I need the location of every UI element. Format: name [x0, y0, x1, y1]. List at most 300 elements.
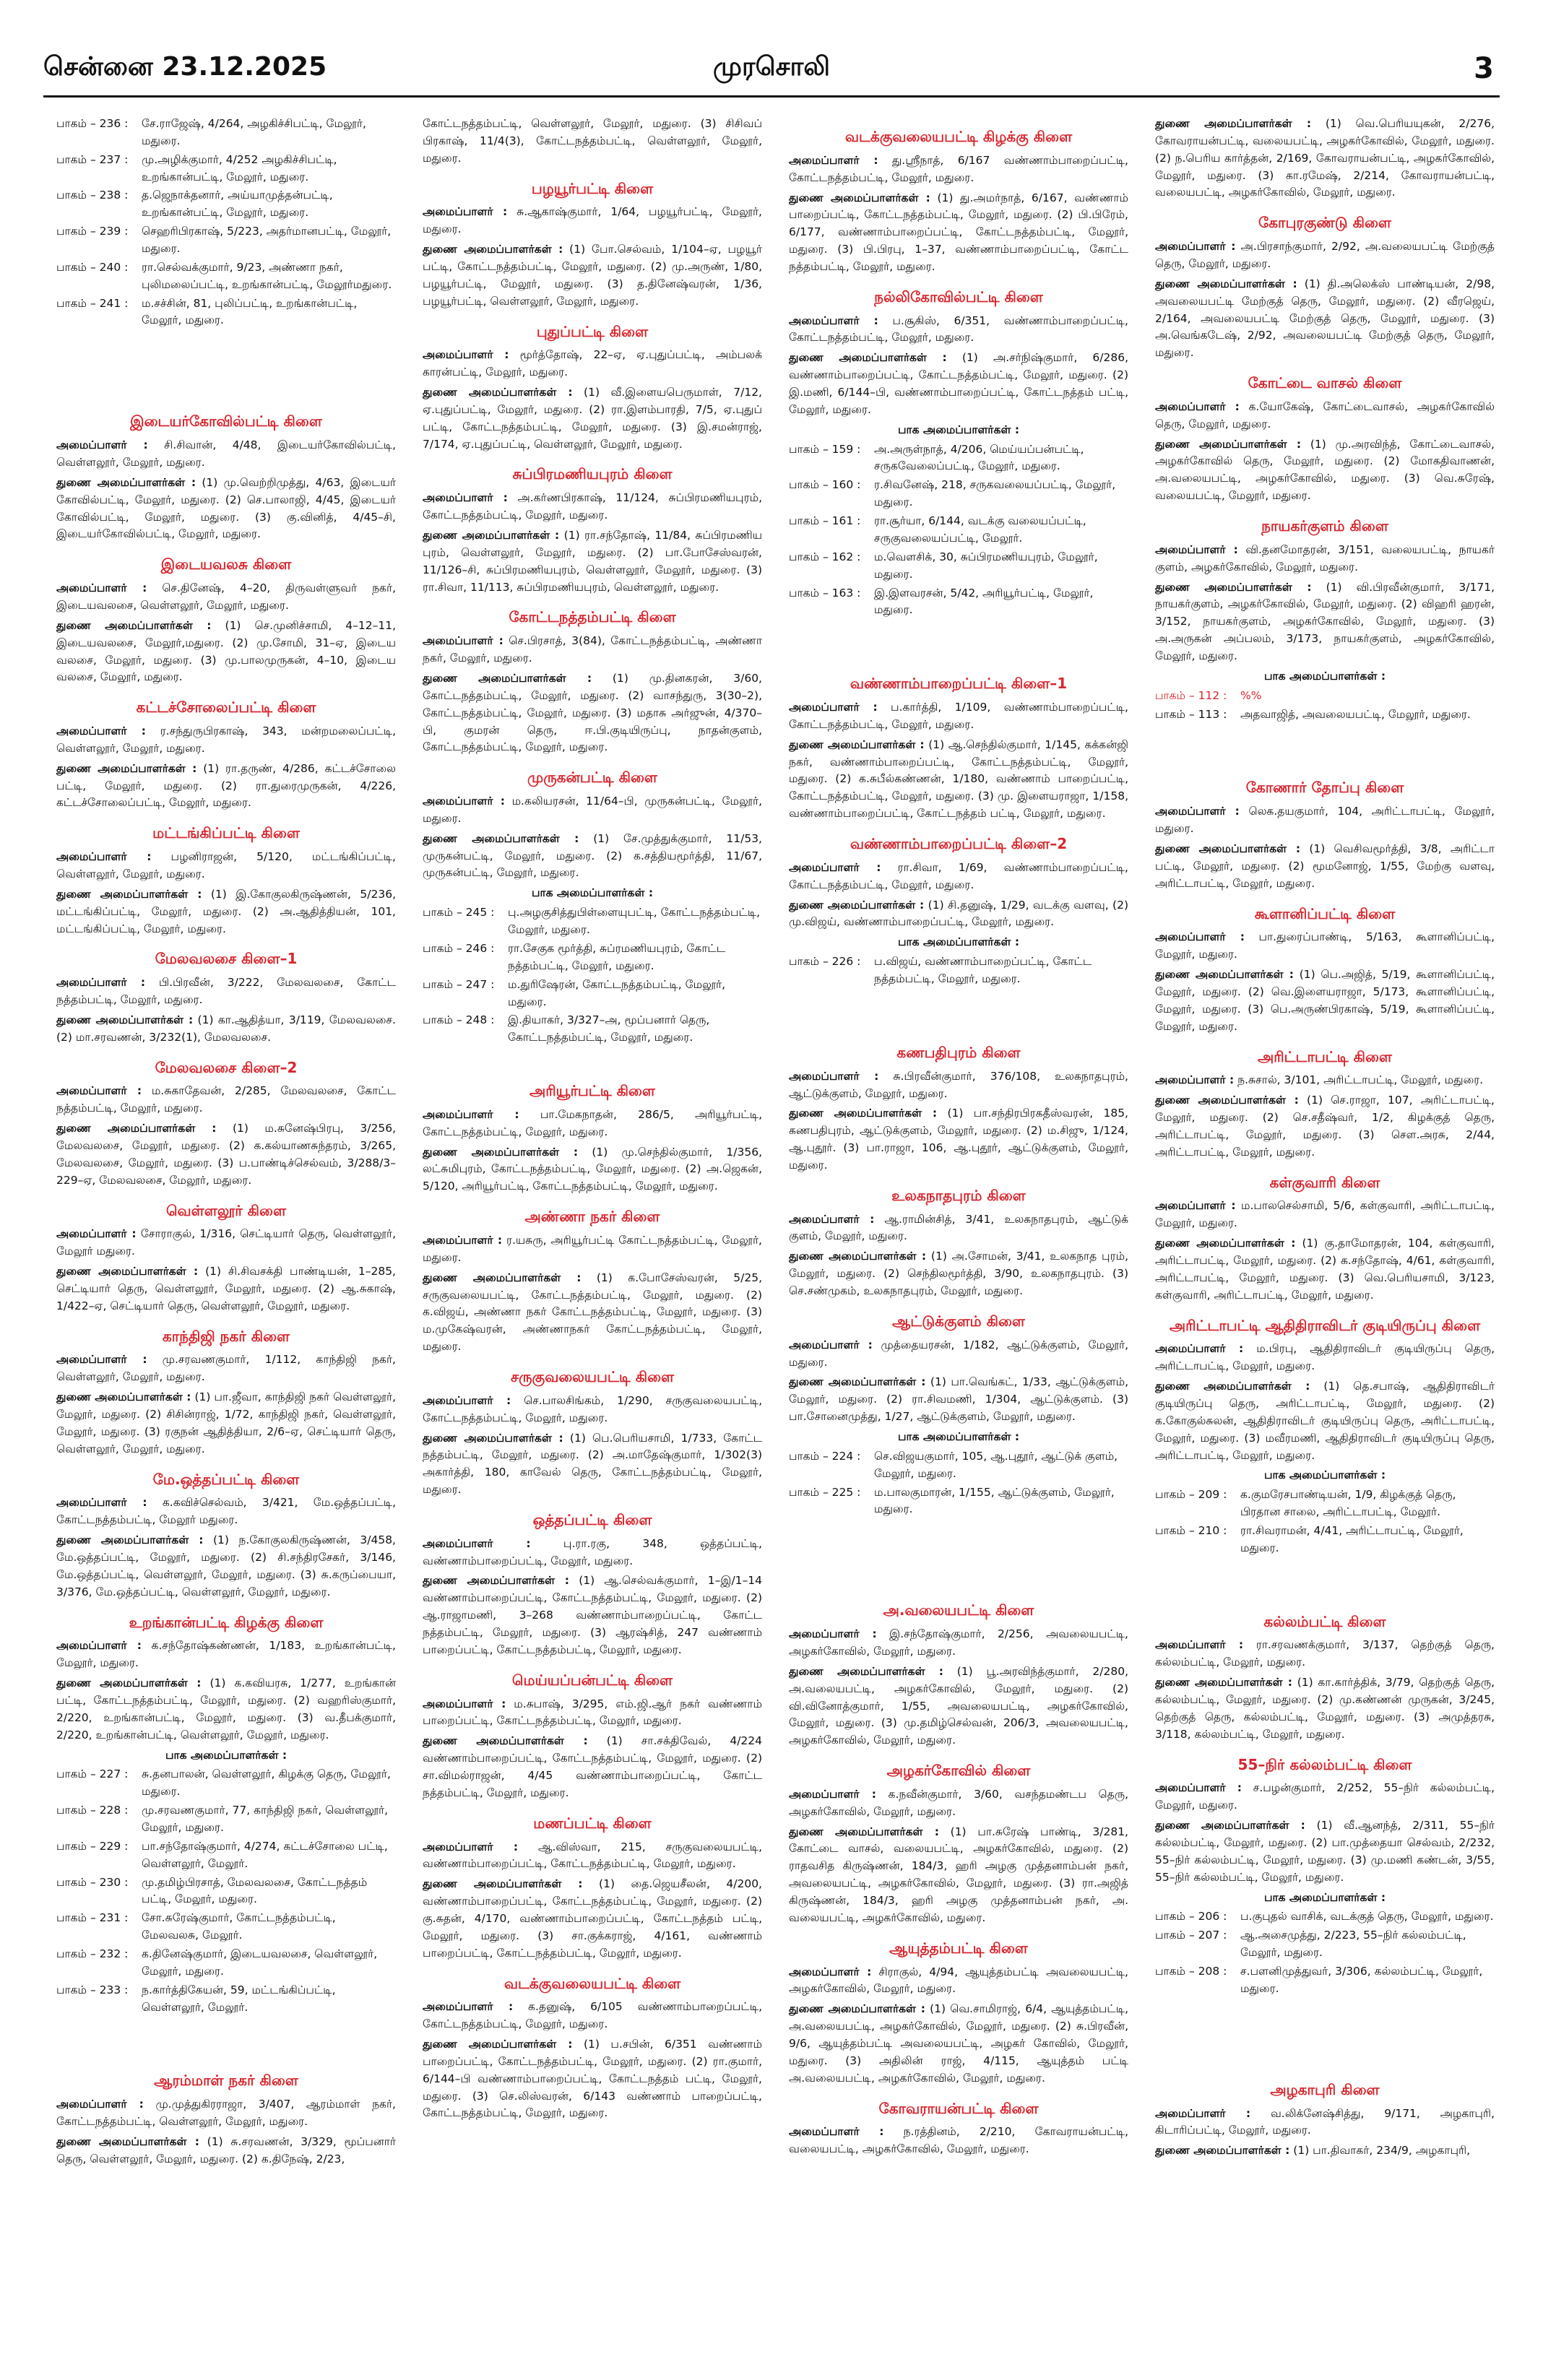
- deputy-line: [1155, 579, 1495, 665]
- deputy-line: [789, 897, 1128, 932]
- booth-number: பாகம் – 236 :: [56, 117, 129, 130]
- deputy-line: [423, 1733, 762, 1801]
- organizer-text: ம.பிரபு, ஆதிதிராவிடர் குடியிருப்பு தெரு, அரிட்டாபட்டி, மேலூர், மதுரை.: [1155, 1342, 1495, 1373]
- organizer-label: அமைப்பாளர் :: [789, 1338, 873, 1351]
- deputy-line: [789, 1105, 1128, 1174]
- booth-number: பாகம் – 232 :: [56, 1947, 129, 1960]
- organizer-text: க.யோகேஷ், கோட்டைவாசல், அழகர்கோவில் தெரு, மேலூர், மதுரை.: [1155, 399, 1495, 430]
- organizer-text: செ.தினேஷ், 4–20, திருவள்ளுவர் நகர், இடையவலசை, வெள்ளலூர், மேலூர், மதுரை.: [56, 581, 396, 612]
- organizer-text: ப.சூகிஸ், 6/351, வண்ணாம்பாறைப்பட்டி, கோட்டநத்தம்பட்டி, மேலூர், மதுரை.: [789, 313, 1128, 345]
- deputy-label: துணை அமைப்பாளர்கள் :: [1155, 580, 1312, 594]
- organizer-line: [789, 1068, 1128, 1103]
- branch-heading: அரியூர்பட்டி கிளை: [530, 1082, 655, 1100]
- deputy-text: (1) கா.கார்த்திக், 3/79, தெற்குத் தெரு, கல்லம்பட்டி, மேலூர், மதுரை. (2) மு.கண்ணன் முருகன், 3/245, தெற்குத் தெரு, கல்லம்பட்டி, மேலூர், மதுரை. (3) அமுத்தரசு, 3/118, கல்லம்பட்டி, மேலூர், மதுரை.: [1155, 1676, 1495, 1741]
- organizer-label: அமைப்பாளர் :: [423, 1107, 519, 1121]
- branch-heading: கோவராயன்பட்டி கிளை: [878, 2099, 1039, 2117]
- organizer-line: [423, 1107, 762, 1141]
- organizer-line: [56, 2096, 396, 2131]
- deputy-line: [789, 1663, 1128, 1749]
- spacer: [423, 1048, 762, 1070]
- deputy-label: துணை அமைப்பாளர்கள் :: [56, 1013, 194, 1026]
- deputy-text: (1) ஆ.செந்தில்குமார், 1/145, கக்கன்ஜி நகர், வண்ணாம்பாறைப்பட்டி, கோட்டநத்தம்பட்டி, மேலூர், மதுரை. (2) க.சுபீல்கண்ணன், 1/180, வண்ணாம் பாறைப்பட்டி, கோட்டநத்தம்பட்டி, மேலூர், மதுரை. (3) மு. இளையராஜா, 1/158, வண்ணாம்பாறைப்பட்டி, கோட்டநத்தம் பட்டி, மேலூர், மதுரை.: [789, 737, 1128, 821]
- organizer-line: [56, 1351, 396, 1386]
- organizer-text: பு.ரா.ரகு, 348, ஒத்தப்பட்டி, வண்ணாம்பாறைப்பட்டி, மேலூர், மதுரை.: [423, 1536, 762, 1567]
- organizer-label: அமைப்பாளர் :: [423, 205, 508, 219]
- deputy-label: துணை அமைப்பாளர்கள் :: [789, 1107, 938, 1120]
- booth-entry: [56, 259, 396, 294]
- column-2: [423, 116, 762, 2362]
- deputy-line: [423, 1572, 762, 1658]
- branch-heading: மணப்பட்டி கிளை: [533, 1814, 652, 1832]
- booth-number: பாகம் – 247 :: [423, 977, 495, 991]
- booth-text: அ.அருள்நாத், 4/206, மெய்யப்பன்பட்டி, சருகவேலைப்பட்டி, மேலூர், மதுரை.: [874, 442, 1084, 473]
- branch-heading: வண்ணாம்பாறைப்பட்டி கிளை–2: [850, 835, 1068, 853]
- organizer-label: அமைப்பாளர் :: [1155, 1342, 1244, 1356]
- booth-entry: [56, 1874, 396, 1909]
- branch-heading: மேலவலசை கிளை–1: [155, 950, 298, 968]
- organizer-label: அமைப்பாளர் :: [789, 1965, 872, 1978]
- deputy-text: (1) தெ.சபாஷ், ஆதிதிராவிடர் குடியிருப்பு தெரு, அரிட்டாபட்டி, மேலூர், மதுரை. (2) க.கோகுல்சுலன், ஆதிதிராவிடர் குடியிருப்பு தெரு, அரிட்டாபட்டி, மேலூர், மதுரை. (3) மவீரமணி, ஆதிதிராவிடர் குடியிருப்பு தெரு, அரிட்டாபட்டி, மேலூர், மதுரை.: [1155, 1380, 1495, 1462]
- organizer-label: அமைப்பாளர் :: [789, 701, 878, 714]
- deputy-line: [423, 1270, 762, 1356]
- organizer-text: ஆ.விஸ்வா, 215, சருகுவலையபட்டி, வண்ணாம்பாறைப்பட்டி, கோட்டநத்தம்பட்டி, மேலூர், மதுரை.: [423, 1840, 762, 1871]
- booth-text: ரா.செல்வக்குமார், 9/23, அண்ணா நகர், புலிமலைப்பட்டி, உறங்கான்பட்டி, மேலூர்மதுரை.: [142, 260, 392, 291]
- branch-heading: கட்டச்சோலைப்பட்டி கிளை: [136, 698, 316, 717]
- deputy-line: [1155, 2142, 1495, 2160]
- organizer-text: மு.முத்துகிரராஜா, 3/407, ஆரம்மாள் நகர், கோட்டநத்தம்பட்டி, வெள்ளலூர், மேலூர், மதுரை.: [56, 2098, 396, 2129]
- deputy-line: [423, 670, 762, 756]
- booth-number: பாகம் – 210 :: [1155, 1523, 1227, 1537]
- booth-text: செஹரிபிரகாஷ், 5/223, அதர்மானபட்டி, மேலூர், மதுரை.: [142, 225, 392, 256]
- organizer-line: [1155, 2106, 1495, 2140]
- organizer-label: அமைப்பாளர் :: [1155, 930, 1245, 944]
- deputy-line: [423, 241, 762, 310]
- deputy-label: துணை அமைப்பாளர்கள் :: [1155, 1676, 1292, 1689]
- deputy-line: [423, 1430, 762, 1499]
- booth-text: ரா.சிவராமன், 4/41, அரிட்டாபட்டி, மேலூர், மதுரை.: [1240, 1523, 1464, 1554]
- branch-heading: அ.வலையபட்டி கிளை: [883, 1601, 1034, 1619]
- spacer: [1155, 724, 1495, 766]
- deputy-label: துணை அமைப்பாளர்கள் :: [789, 898, 925, 912]
- organizer-label: அமைப்பாளர் :: [56, 724, 146, 738]
- booth-number: பாகம் – 245 :: [423, 906, 495, 919]
- organizer-text: து.ஸ்ரீநாத், 6/167 வண்ணாம்பாறைப்பட்டி, கோட்டநத்தம்பட்டி, மேலூர், மதுரை.: [789, 153, 1128, 184]
- deputy-text: (1) ரா.சந்தோஷ், 11/84, சுப்பிரமணிய புரம், வெள்ளலூர், மேலூர், மதுரை. (2) பா.போசேஸ்வரன், 11/126–சி, சுப்பிரமணியபுரம், வெள்ளலூர், மேலூர், மதுரை. (3) ரா.சிவா, 11/113, சுப்பிரமணியபுரம், வெள்ளலூர், மதுரை.: [423, 529, 762, 594]
- booth-number: பாகம் – 228 :: [56, 1804, 129, 1817]
- organizer-label: அமைப்பாளர் :: [1155, 399, 1240, 413]
- deputy-label: துணை அமைப்பாளர்கள் :: [423, 386, 573, 399]
- organizer-line: [1155, 1072, 1495, 1089]
- deputy-label: துணை அமைப்பாளர்கள் :: [423, 529, 560, 542]
- booth-number: பாகம் – 239 :: [56, 225, 129, 238]
- organizer-label: அமைப்பாளர் :: [56, 1227, 137, 1241]
- deputy-line: [56, 1120, 396, 1189]
- deputy-text: (1) து.அமர்நாத், 6/167, வண்ணாம் பாறைப்பட்டி, கோட்டநத்தம்பட்டி, மேலூர், மதுரை. (2) பி.பிரேம், 6/177, வண்ணாம்பாறைப்பட்டி, கோட்டநத்தம்பட்டி, மேலூர், மதுரை. (3) பி.பிரபு, 1–37, வண்ணாம்பாறைப்பட்டி, கோட்ட நத்தம்பட்டி, மேலூர், மதுரை.: [789, 191, 1128, 273]
- deputy-line: [423, 2036, 762, 2122]
- booth-entry: [1155, 1487, 1495, 1521]
- branch-heading: நல்லிகோவில்பட்டி கிளை: [874, 287, 1043, 306]
- deputy-text: (1) பா.சந்திரபிரகதீஸ்வரன், 185, கணபதிபுரம், ஆட்டுக்குளம், மேலூர், மதுரை. (2) ம.சிஜு, 1/124, ஆ.புதூர். (3) பா.ராஜா, 106, ஆ.புதூர், ஆட்டுக்குளம், மேலூர், மதுரை.: [789, 1107, 1128, 1172]
- organizer-line: [423, 347, 762, 381]
- organizer-label: அமைப்பாளர் :: [1155, 542, 1238, 556]
- booth-number: பாகம் – 238 :: [56, 189, 129, 202]
- deputy-text: (1) வீ.இளையபெருமாள், 7/12, ஏ.புதுப்பட்டி, மேலூர், மதுரை. (2) ரா.இளம்பாரதி, 7/5, ஏ.புதுப் பட்டி, கோட்டநத்தம்பட்டி, மேலூர், மதுரை. (3) இ.சமன்ராஜ், 7/174, ஏ.புதுப்பட்டி, வெள்ளலூர், மேலூர், மதுரை.: [423, 386, 762, 451]
- deputy-label: துணை அமைப்பாளர்கள் :: [1155, 841, 1301, 855]
- deputy-label: துணை அமைப்பாளர்கள் :: [423, 671, 592, 685]
- deputy-label: துணை அமைப்பாளர்கள் :: [56, 1390, 191, 1404]
- deputy-text: (1) வி.பிரவீன்குமார், 3/171, நாயகர்குளம், அழகர்கோவில், மேலூர், மதுரை. (2) விஹரி ஹரன், 3/152, நாயகர்குளம், அழகர்கோவில், மேலூர், மதுரை. (3) அ.அருகன் அப்பலம், 3/173, நாயகர்குளம், அழகர்கோவில், மேலூர், மதுரை.: [1155, 580, 1495, 663]
- booth-entry: [56, 1910, 396, 1944]
- organizer-text: க.சந்தோஷ்கண்ணன், 1/183, உறங்கான்பட்டி, மேலூர், மதுரை.: [56, 1639, 396, 1670]
- organizer-text: அ.கர்ணபிரகாஷ், 11/124, சுப்பிரமணியபுரம், கோட்டநத்தம்பட்டி, மேலூர், மதுரை.: [423, 491, 762, 522]
- deputy-line: [1155, 1674, 1495, 1743]
- booth-text: இ.இளவரசன், 5/42, அரியூர்பட்டி, மேலூர், மதுரை.: [874, 586, 1094, 617]
- deputy-label: துணை அமைப்பாளர்கள் :: [1155, 1819, 1305, 1832]
- organizer-text: பி.பிரவீன், 3/222, மேலவலசை, கோட்ட நத்தம்பட்டி, மேலூர், மதுரை.: [56, 976, 396, 1007]
- organizer-label: அமைப்பாளர் :: [423, 1233, 503, 1247]
- booth-text: த.ஜெநாக்தனார், அய்யாமுத்தன்பட்டி, உறங்கான்பட்டி, மேலூர், மதுரை.: [142, 189, 333, 220]
- spacer: [789, 990, 1128, 1031]
- deputy-text: (1) கு.தாமோதரன், 104, கள்குவாரி, அரிட்டாபட்டி, மேலூர், மதுரை. (2) க.சந்தோஷ், 4/61, கள்குவாரி, அரிட்டாபட்டி, மேலூர், மதுரை. (3) வெ.பெரியசாமி, 3/123, கள்குவாரி, அரிட்டாபட்டி, மேலூர், மதுரை.: [1155, 1237, 1495, 1302]
- organizer-text: ஆ.ராமின்சித், 3/41, உலகநாதபுரம், ஆட்டுக் குளம், மேலூர், மதுரை.: [789, 1212, 1128, 1243]
- organizer-label: அமைப்பாளர் :: [423, 491, 508, 505]
- organizer-line: [423, 1999, 762, 2033]
- deputy-text: (1) சி.தனுஷ், 1/29, வடக்கு வளவு, (2) மு.விஜய், வண்ணாம்பாறைப்பட்டி, மேலூர், மதுரை.: [789, 898, 1128, 929]
- deputy-label: துணை அமைப்பாளர்கள் :: [423, 1574, 569, 1588]
- organizer-text: சி.சிவான், 4/48, இடையர்கோவில்பட்டி, வெள்ளலூர், மேலூர், மதுரை.: [56, 438, 396, 469]
- organizer-text: ப.கார்த்தி, 1/109, வண்ணாம்பாறைப்பட்டி, கோட்டநத்தம்பட்டி, மேலூர், மதுரை.: [789, 701, 1128, 731]
- branch-heading: அரிட்டாபட்டி ஆதிதிராவிடர் குடியிருப்பு கிளை: [1169, 1316, 1481, 1334]
- organizer-line: [423, 490, 762, 524]
- organizer-line: [56, 1637, 396, 1672]
- branch-heading: கோட்டை வாசல் கிளை: [1248, 374, 1402, 392]
- page-header: [0, 0, 1543, 95]
- booth-entry: [1155, 706, 1495, 724]
- organizer-text: ரா.சரவணக்குமார், 3/137, தெற்குத் தெரு, கல்லம்பட்டி, மேலூர், மதுரை.: [1155, 1638, 1495, 1669]
- deputy-line: [789, 2001, 1128, 2087]
- booth-entry: [423, 940, 762, 975]
- deputy-text: (1) வெ.பெரியயுகன், 2/276, கோவராயன்பட்டி, வலையபட்டி, அழகர்கோவில், மேலூர், மதுரை. (2) ந.பெரிய கார்த்தன், 2/169, கோவராயன்பட்டி, அழகர்கோவில், மேலூர், மதுரை. (3) கா.ரமேஷ், 2/214, கோவராயன்பட்டி, வலையபட்டி, அழகர்கோவில், மேலூர், மதுரை.: [1155, 117, 1495, 199]
- deputy-line: [1155, 276, 1495, 362]
- organizer-text: பழனிராஜன், 5/120, மட்டங்கிப்பட்டி, வெள்ளலூர், மேலூர், மதுரை.: [56, 850, 396, 880]
- spacer: [1155, 1999, 1495, 2069]
- organizer-text: ச.பழன்குமார், 2/252, 55–நிர் கல்லம்பட்டி, மேலூர், மதுரை.: [1155, 1781, 1495, 1812]
- branch-heading: உலகநாதபுரம் கிளை: [891, 1186, 1026, 1204]
- deputy-label: துணை அமைப்பாளர்கள் :: [423, 1431, 563, 1445]
- column-3: [789, 116, 1128, 2362]
- organizer-text: ந.சுசால், 3/101, அரிட்டாபட்டி, மேலூர், மதுரை.: [1237, 1073, 1484, 1087]
- organizer-line: [56, 1226, 396, 1260]
- spacer: [789, 1520, 1128, 1589]
- deputy-text: (1) அ.சர்நிஷ்குமார், 6/286, வண்ணாம்பாறைப்பட்டி, கோட்டநத்தம்பட்டி, மேலூர், மதுரை. (2) இ.மணி, 6/144–பி, வண்ணாம்பாறைப்பட்டி, கோட்டநத்தம் பட்டி, மேலூர், மதுரை.: [789, 351, 1128, 416]
- branch-heading: 55–நிர் கல்லம்பட்டி கிளை: [1237, 1755, 1412, 1773]
- deputy-text: (1) பெ.அஜித், 5/19, கூளானிப்பட்டி, மேலூர், மதுரை. (2) வெ.இளையராஜா, 5/173, கூளானிப்பட்டி, மேலூர், மதுரை. (3) பெ.அருண்பிரகாஷ், 5/19, கூளானிப்பட்டி, மேலூர், மதுரை.: [1155, 968, 1495, 1033]
- deputy-line: [1155, 1817, 1495, 1886]
- deputy-text: (1) சே.முத்துக்குமார், 11/53, முருகன்பட்டி, மேலூர், மதுரை. (2) க.சத்தியமூர்த்தி, 11/67, முருகன்பட்டி, மேலூர், மதுரை.: [423, 831, 762, 880]
- organizer-text: வ.லிக்னேஷ்சித்து, 9/171, அழகாபுரி, கிடாரிப்பட்டி, மேலூர், மதுரை.: [1155, 2106, 1495, 2137]
- organizer-line: [56, 1494, 396, 1529]
- organizer-line: [789, 313, 1128, 347]
- organizer-text: ர.சந்துருபிரகாஷ், 343, மன்றமலைப்பட்டி, வெள்ளலூர், மேலூர், மதுரை.: [56, 724, 396, 755]
- branch-heading: கோணார் தோப்பு கிளை: [1245, 779, 1404, 797]
- deputy-line: [789, 190, 1128, 276]
- organizer-label: அமைப்பாளர் :: [1155, 1199, 1236, 1213]
- deputy-label: துணை அமைப்பாளர்கள் :: [56, 1122, 217, 1135]
- deputy-text: (1) பா.திவாகர், 234/9, அழகாபுரி,: [1293, 2144, 1471, 2158]
- organizer-text: ரா.சிவா, 1/69, வண்ணாம்பாறைப்பட்டி, கோட்டநத்தம்பட்டி, மேலூர், மதுரை.: [789, 860, 1128, 891]
- deputy-label: துணை அமைப்பாளர்கள் :: [56, 1676, 202, 1690]
- deputy-text: (1) ப.சபின், 6/351 வண்ணாம் பாறைப்பட்டி, கோட்டநத்தம்பட்டி, மேலூர், மதுரை. (2) ரா.குமார், 6/144–பி வண்ணாம்பாறைப்பட்டி, கோட்டநத்தம் பட்டி, மேலூர், மதுரை. (3) செ.லிஸ்வரன், 6/143 வண்ணாம் பாறைப்பட்டி, கோட்டநத்தம்பட்டி, மேலூர், மதுரை.: [423, 2038, 762, 2120]
- branch-heading: அழகாபுரி கிளை: [1270, 2080, 1380, 2098]
- deputy-label: துணை அமைப்பாளர்கள் :: [1155, 1237, 1296, 1250]
- deputy-line: [789, 1824, 1128, 1927]
- booth-number: பாகம் – 112 :: [1155, 688, 1227, 702]
- organizer-line: [789, 699, 1128, 734]
- deputy-text: (1) தை.ஜெயசீலன், 4/200, வண்ணாம்பாறைப்பட்டி, கோட்டநத்தம்பட்டி, மேலூர், மதுரை. (2) கு.சுதன், 4/170, வண்ணாம்பாறைப்பட்டி, கோட்டநத்தம் பட்டி, மேலூர், மதுரை. (3) சா.குக்கராஜ், 4/161, வண்ணாம் பாறைப்பட்டி, கோட்டநத்தம்பட்டி, மேலூர், மதுரை.: [423, 1877, 762, 1960]
- organizer-text: ர.யசுரு, அரியூர்பட்டி கோட்டநத்தம்பட்டி, மேலூர், மதுரை.: [423, 1233, 762, 1264]
- organizer-text: செ.பிரசாத், 3(84), கோட்டநத்தம்பட்டி, அண்ணா நகர், மேலூர், மதுரை.: [423, 634, 762, 665]
- deputy-label: துணை அமைப்பாளர்கள் :: [423, 243, 563, 256]
- organizer-label: அமைப்பாளர் :: [789, 860, 881, 874]
- organizer-line: [56, 580, 396, 615]
- organizer-label: அமைப்பாளர் :: [1155, 2106, 1251, 2120]
- booth-number: பாகம் – 159 :: [789, 442, 861, 456]
- organizer-label: அமைப்பாளர் :: [423, 348, 509, 362]
- organizer-label: அமைப்பாளர் :: [789, 1069, 879, 1083]
- deputy-text: (1) க.கவியரசு, 1/277, உறங்கான் பட்டி, கோட்டநத்தம்பட்டி, மேலூர், மதுரை. (2) வஹரிஸ்குமார், 2/220, உறங்கான்பட்டி, மேலூர், மதுரை. (3) வ.தீபக்குமார், 2/220, உறங்கான்பட்டி, வெள்ளலூர், மேலூர், மதுரை.: [56, 1676, 396, 1741]
- deputy-label: துணை அமைப்பாளர்கள் :: [789, 1825, 939, 1838]
- deputy-label: துணை அமைப்பாளர்கள் :: [423, 831, 579, 845]
- booth-text: மு.அழிக்குமார், 4/252 அழகிச்சிபட்டி, உறங்கான்பட்டி, மேலூர், மதுரை.: [142, 152, 337, 183]
- branch-heading: பழயூர்பட்டி கிளை: [531, 179, 654, 197]
- booth-number: பாகம் – 237 :: [56, 152, 129, 166]
- organizer-text: க.கவிச்செல்வம், 3/421, மே.ஒத்தப்பட்டி, கோட்டநத்தம்பட்டி, மேலூர் மதுரை.: [56, 1496, 396, 1527]
- branch-heading: வடக்குவலையபட்டி கிழக்கு கிளை: [844, 128, 1073, 145]
- organizer-line: [789, 1211, 1128, 1246]
- booth-text: ச.பளனிமுத்துவர், 3/306, கல்லம்பட்டி, மேலூர், மதுரை.: [1240, 1965, 1483, 1995]
- deputy-text: (1) ஆ.செல்வக்குமார், 1–இ/1–14 வண்ணாம்பாறைப்பட்டி, கோட்டநத்தம்பட்டி, மேலூர், மதுரை. (2) ஆ.ராஜாமணி, 3–268 வண்ணாம்பாறைப்பட்டி, கோட்ட நத்தம்பட்டி, மேலூர், மதுரை. (3) ஆரஷ்சித், 247 வண்ணாம் பாறைப்பட்டி, கோட்டநத்தம்பட்டி, மேலூர், மதுரை.: [423, 1574, 762, 1656]
- deputy-line: [423, 831, 762, 883]
- organizer-line: [423, 793, 762, 828]
- booth-number: பாகம் – 225 :: [789, 1485, 861, 1499]
- branch-heading: சுப்பிரமணியபுரம் கிளை: [512, 465, 673, 483]
- branch-heading: இடையவலசு கிளை: [160, 555, 292, 574]
- booth-number: பாகம் – 163 :: [789, 586, 861, 600]
- organizer-text: ம.பாலசெல்சாமி, 5/6, கள்குவாரி, அரிட்டாபட்டி, மேலூர், மதுரை.: [1155, 1199, 1495, 1230]
- booth-entry: [56, 116, 396, 150]
- booth-entry: [423, 904, 762, 939]
- organizer-label: அமைப்பாளர் :: [423, 634, 503, 648]
- booth-number: பாகம் – 233 :: [56, 1983, 129, 1996]
- organizer-line: [1155, 1341, 1495, 1375]
- booth-text: ப.விஜய், வண்ணாம்பாறைப்பட்டி, கோட்ட நத்தம்பட்டி, மேலூர், மதுரை.: [874, 955, 1092, 985]
- organizer-line: [423, 204, 762, 238]
- organizer-text: க.தனுஷ், 6/105 வண்ணாம்பாறைப்பட்டி, கோட்டநத்தம்பட்டி, மேலூர், மதுரை.: [423, 2000, 762, 2031]
- deputy-label: துணை அமைப்பாளர்கள் :: [1155, 437, 1302, 451]
- branch-heading: மெய்யப்பன்பட்டி கிளை: [511, 1671, 673, 1689]
- organizer-line: [789, 1964, 1128, 1999]
- booth-subheading: பாக அமைப்பாளர்கள் :: [1263, 1890, 1386, 1904]
- organizer-line: [789, 1337, 1128, 1372]
- deputy-text: (1) இ.கோகுலகிருஷ்ணன், 5/236, மட்டங்கிப்பட்டி, மேலூர், மதுரை. (2) அ.ஆதித்தியன், 101, மட்டங்கிப்பட்டி, மேலூர், மதுரை.: [56, 887, 396, 935]
- booth-number: பாகம் – 113 :: [1155, 707, 1227, 721]
- deputy-line: [1155, 841, 1495, 893]
- deputy-label: துணை அமைப்பாளர்கள் :: [1155, 968, 1294, 982]
- organizer-text: க.நவீன்குமார், 3/60, வசந்தமண்டப தெரு, அழகர்கோவில், மேலூர், மதுரை.: [789, 1787, 1128, 1818]
- branch-heading: முருகன்பட்டி கிளை: [527, 769, 657, 787]
- organizer-label: அமைப்பாளர் :: [1155, 1781, 1242, 1795]
- booth-entry: [56, 152, 396, 186]
- deputy-text: (1) ந.கோகுலகிருஷ்ணன், 3/458, மே.ஒத்தப்பட்டி, மேலூர், மதுரை. (2) சி.சந்திரசேகர், 3/146, மே.ஒத்தப்பட்டி, வெள்ளலூர், மேலூர், மதுரை. (3) சு.கருப்பையா, 3/376, மே.ஒத்தப்பட்டி, வெள்ளலூர், மேலூர், மதுரை.: [56, 1533, 396, 1598]
- organizer-label: அமைப்பாளர் :: [56, 850, 152, 864]
- booth-number: பாகம் – 162 :: [789, 550, 861, 563]
- booth-text: மு.தமிழ்பிரசாத், மேலவலசை, கோட்டநத்தம் பட்டி, மேலூர், மதுரை.: [142, 1875, 368, 1906]
- organizer-label: அமைப்பாளர் :: [423, 1840, 519, 1853]
- booth-number: பாகம் – 230 :: [56, 1875, 129, 1889]
- branch-heading: மே.ஒத்தப்பட்டி கிளை: [152, 1470, 300, 1488]
- booth-text: ந.கார்த்திகேயன், 59, மட்டங்கிப்பட்டி, வெள்ளலூர், மேலூர்.: [142, 1983, 336, 2014]
- organizer-text: பா.துரைப்பாண்டி, 5/163, கூளானிப்பட்டி, மேலூர், மதுரை.: [1155, 930, 1495, 961]
- booth-subheading: பாக அமைப்பாளர்கள் :: [1263, 1468, 1386, 1482]
- branch-heading: நாயகர்குளம் கிளை: [1261, 517, 1388, 535]
- booth-entry: [789, 585, 1128, 620]
- organizer-line: [789, 1786, 1128, 1821]
- organizer-line: [1155, 238, 1495, 273]
- deputy-line: [56, 1012, 396, 1047]
- booth-number: பாகம் – 207 :: [1155, 1929, 1227, 1942]
- organizer-line: [423, 1393, 762, 1427]
- booth-number: பாகம் – 161 :: [789, 514, 861, 528]
- booth-entry: [56, 1838, 396, 1873]
- branch-heading: கோட்டநத்தம்பட்டி கிளை: [509, 608, 676, 626]
- deputy-line: [56, 1675, 396, 1744]
- organizer-line: [56, 849, 396, 883]
- organizer-label: அமைப்பாளர் :: [1155, 240, 1236, 254]
- branch-heading: அரிட்டாபட்டி கிளை: [1258, 1047, 1392, 1065]
- organizer-line: [1155, 542, 1495, 576]
- branch-heading: கல்லம்பட்டி கிளை: [1263, 1612, 1386, 1630]
- deputy-line: [423, 1144, 762, 1196]
- deputy-label: துணை அமைப்பாளர்கள் :: [423, 2038, 573, 2051]
- organizer-line: [1155, 399, 1495, 433]
- organizer-line: [56, 1083, 396, 1117]
- dateline: சென்னை 23.12.2025: [43, 52, 327, 82]
- branch-heading: மட்டங்கிப்பட்டி கிளை: [152, 824, 300, 842]
- column-4: [1155, 116, 1495, 2362]
- booth-text: செ.விஜயகுமார், 105, ஆ.புதூர், ஆட்டுக் குளம், மேலூர், மதுரை.: [874, 1449, 1118, 1480]
- booth-entry: [789, 549, 1128, 584]
- booth-number: பாகம் – 206 :: [1155, 1910, 1227, 1924]
- deputy-label: துணை அமைப்பாளர்கள் :: [56, 1533, 204, 1547]
- organizer-text: மூர்த்தோஷ், 22–ஏ, ஏ.புதுப்பட்டி, அம்பலக் காரன்பட்டி, மேலூர், மதுரை.: [423, 348, 762, 379]
- booth-text: பா.சந்தோஷ்குமார், 4/274, கட்டச்சோலை பட்டி, வெள்ளலூர், மேலூர்.: [142, 1839, 388, 1870]
- booth-subheading: பாக அமைப்பாளர்கள் :: [897, 423, 1020, 436]
- organizer-label: அமைப்பாளர் :: [56, 438, 148, 452]
- deputy-label: துணை அமைப்பாளர்கள் :: [56, 475, 196, 489]
- deputy-text: (1) ரா.தருண், 4/286, கட்டச்சோலை பட்டி, மேலூர், மதுரை. (2) ரா.துரைமுருகன், 4/226, கட்டச்சோலைப்பட்டி, மேலூர், மதுரை.: [56, 761, 396, 810]
- booth-number: பாகம் – 229 :: [56, 1839, 129, 1853]
- organizer-text: ம.சுபாஷ், 3/295, எம்.ஜி.ஆர் நகர் வண்ணாம் பாறைப்பட்டி, கோட்டநத்தம்பட்டி, மேலூர், மதுரை.: [423, 1697, 762, 1728]
- spacer: [56, 2017, 396, 2059]
- branch-heading: காந்திஜி நகர் கிளை: [162, 1327, 290, 1345]
- booth-text: க.குமரேசபாண்டியன், 1/9, கிழக்குத் தெரு, பிரதான சாலை, அரிட்டாபட்டி, மேலூர்.: [1240, 1488, 1456, 1519]
- deputy-line: [56, 2134, 396, 2168]
- deputy-text: (1) செ.முனிச்சாமி, 4–12–11, இடையவலசை, மேலூர்,மதுரை. (2) மு.சோமி, 31–ஏ, இடைய வலசை, மேலூர், மதுரை. (3) மு.பாலமுருகன், 4–10, இடைய வலசை, மேலூர், மதுரை.: [56, 618, 396, 684]
- deputy-label: துணை அமைப்பாளர்கள் :: [1155, 117, 1312, 130]
- booth-entry: [789, 441, 1128, 476]
- organizer-label: அமைப்பாளர் :: [423, 1393, 511, 1407]
- booth-entry: [789, 1448, 1128, 1483]
- organizer-label: அமைப்பாளர் :: [1155, 1073, 1235, 1087]
- booth-number: பாகம் – 209 :: [1155, 1488, 1227, 1502]
- deputy-text: (1) மு.அரவிந்த், கோட்டைவாசல், அழகர்கோவில் தெரு, மேலூர், மதுரை. (2) மோகதிவாணன், அ.வலையபட்டி, அழகர்கோவில், மதுரை. (3) வெ.சுரேஷ், வலையபட்டி, மேலூர், மதுரை.: [1155, 437, 1495, 503]
- branch-heading: கூளானிப்பட்டி கிளை: [1254, 904, 1396, 922]
- booth-number: பாகம் – 246 :: [423, 941, 495, 955]
- branch-heading: வெள்ளலூர் கிளை: [165, 1201, 287, 1219]
- deputy-line: [56, 1389, 396, 1458]
- organizer-line: [56, 437, 396, 472]
- booth-text: ஆ.அசைமுத்து, 2/223, 55–நிர் கல்லம்பட்டி, மேலூர், மதுரை.: [1240, 1929, 1466, 1960]
- branch-heading: கோபுரகுண்டு கிளை: [1258, 214, 1391, 232]
- booth-subheading: பாக அமைப்பாளர்கள் :: [165, 1748, 288, 1762]
- booth-subheading: பாக அமைப்பாளர்கள் :: [1263, 669, 1386, 683]
- deputy-label: துணை அமைப்பாளர்கள் :: [56, 761, 197, 775]
- booth-entry: [1155, 1927, 1495, 1962]
- deputy-line: [1155, 1092, 1495, 1161]
- deputy-line: [56, 475, 396, 543]
- booth-entry: [56, 1802, 396, 1837]
- organizer-text: சு.பிரவீன்குமார், 376/108, உலகநாதபுரம், ஆட்டுக்குளம், மேலூர், மதுரை.: [789, 1069, 1128, 1100]
- organizer-text: செ.பாலசிங்கம், 1/290, சருகுவலையபட்டி, கோட்டநத்தம்பட்டி, மேலூர், மதுரை.: [423, 1393, 762, 1424]
- deputy-label: துணை அமைப்பாளர்கள் :: [56, 2134, 199, 2148]
- organizer-line: [423, 1536, 762, 1570]
- booth-entry: [789, 1484, 1128, 1519]
- branch-heading: இடையர்கோவில்பட்டி கிளை: [130, 412, 322, 430]
- organizer-line: [423, 633, 762, 667]
- branch-heading: கள்குவாரி கிளை: [1269, 1173, 1380, 1191]
- organizer-line: [789, 1626, 1128, 1661]
- deputy-text: (1) செ.ராஜா, 107, அரிட்டாபட்டி, மேலூர், மதுரை. (2) செ.சதீஷ்வர், 1/2, கிழக்குத் தெரு, அரிட்டாபட்டி, மேலூர், மதுரை. (3) சௌ.அரசு, 2/44, அரிட்டாபட்டி, மேலூர், மதுரை.: [1155, 1094, 1495, 1159]
- header-rule: [43, 95, 1500, 98]
- deputy-text: (1) மு.தினகரன், 3/60, கோட்டநத்தம்பட்டி, மேலூர், மதுரை. (2) வாசந்துரு, 3(30–2), கோட்டநத்தம்பட்டி, மேலூர், மதுரை. (3) மதாசு அர்ஜுன், 4/370–பி, குமரன் தெரு, ஈ.பி.குடியிருப்பு, நாதன்குளம், கோட்டநத்தம்பட்டி, மேலூர், மதுரை.: [423, 671, 762, 754]
- organizer-text: அ.பிரசாந்குமார், 2/92, அ.வலையபட்டி மேற்குத் தெரு, மேலூர், மதுரை.: [1155, 240, 1495, 270]
- organizer-text: வி.தனமோதரன், 3/151, வலையபட்டி, நாயகர் குளம், அழகர்கோவில், மேலூர், மதுரை.: [1155, 542, 1495, 574]
- booth-entry: [1155, 1908, 1495, 1926]
- deputy-label: துணை அமைப்பாளர்கள் :: [56, 1265, 199, 1278]
- organizer-text: லெக.தயகுமார், 104, அரிட்டாபட்டி, மேலூர், மதுரை.: [1155, 805, 1495, 836]
- deputy-label: துணை அமைப்பாளர்கள் :: [789, 737, 925, 751]
- organizer-text: இ.சந்தோஷ்குமார், 2/256, அவலையபட்டி, அழகர்கோவில், மேலூர், மதுரை.: [789, 1627, 1128, 1658]
- organizer-text: முத்தையரசன், 1/182, ஆட்டுக்குளம், மேலூர், மதுரை.: [789, 1338, 1128, 1369]
- deputy-label: துணை அமைப்பாளர்கள் :: [423, 1877, 583, 1891]
- branch-heading: கணபதிபுரம் கிளை: [896, 1043, 1021, 1061]
- booth-number: பாகம் – 241 :: [56, 296, 129, 310]
- booth-subheading: பாக அமைப்பாளர்கள் :: [531, 886, 654, 900]
- deputy-text: (1) பா.வெங்கட், 1/33, ஆட்டுக்குளம், மேலூர், மதுரை. (2) ரா.சிவமணி, 1/304, ஆட்டுக்குளம். (3) பா.சோனைமுத்து, 1/27, ஆட்டுக்குளம், மேலூர், மதுரை.: [789, 1375, 1128, 1424]
- booth-text: ரா.சூர்யா, 6/144, வடக்கு வலையப்பட்டி, சருகுவலையப்பட்டி, மேலூர்.: [874, 514, 1086, 545]
- organizer-label: அமைப்பாளர் :: [789, 2125, 884, 2139]
- booth-subheading: பாக அமைப்பாளர்கள் :: [897, 1429, 1020, 1443]
- booth-entry: [789, 953, 1128, 988]
- booth-entry: [56, 1946, 396, 1981]
- deputy-text: (1) வெ.சாமிராஜ், 6/4, ஆயுத்தம்பட்டி, அ.வலையபட்டி, அழகர்கோவில், மேலூர், மதுரை. (2) சு.பிரவீன், 9/6, ஆயுத்தம்பட்டி அவலையபட்டி, அழகர் கோவில், மேலூர், மதுரை. (3) அதிலின் ராஜ், 4/115, ஆயுத்தம் பட்டி அ.வலையபட்டி, அழகர்கோவில், மேலூர், மதுரை.: [789, 2002, 1128, 2085]
- deputy-text: (1) போ.செல்வம், 1/104–ஏ, பழயூர் பட்டி, கோட்டநத்தம்பட்டி, மேலூர், மதுரை. (2) மு.அருண், 1/80, பழயூர்பட்டி, மேலூர், மதுரை. (3) த.தினேஷ்வரன், 1/36, பழயூர்பட்டி, வெள்ளலூர், மேலூர், மதுரை.: [423, 243, 762, 308]
- continued-text: கோட்டநத்தம்பட்டி, வெள்ளலூர், மேலூர், மதுரை. (3) சிசிவப் பிரகாஷ், 11/4(3), கோட்டநத்தம்பட்டி, வெள்ளலூர், மேலூர், மதுரை.: [423, 117, 762, 165]
- booth-text: பு.அழகுசித்துபிள்ளையுபட்டி, கோட்டநத்தம்பட்டி, மேலூர், மதுரை.: [508, 906, 761, 937]
- branch-heading: வண்ணாம்பாறைப்பட்டி கிளை–1: [850, 675, 1068, 693]
- booth-text: சு.தனபாலன், வெள்ளலூர், கிழக்கு தெரு, மேலூர், மதுரை.: [142, 1767, 391, 1799]
- organizer-line: [56, 723, 396, 758]
